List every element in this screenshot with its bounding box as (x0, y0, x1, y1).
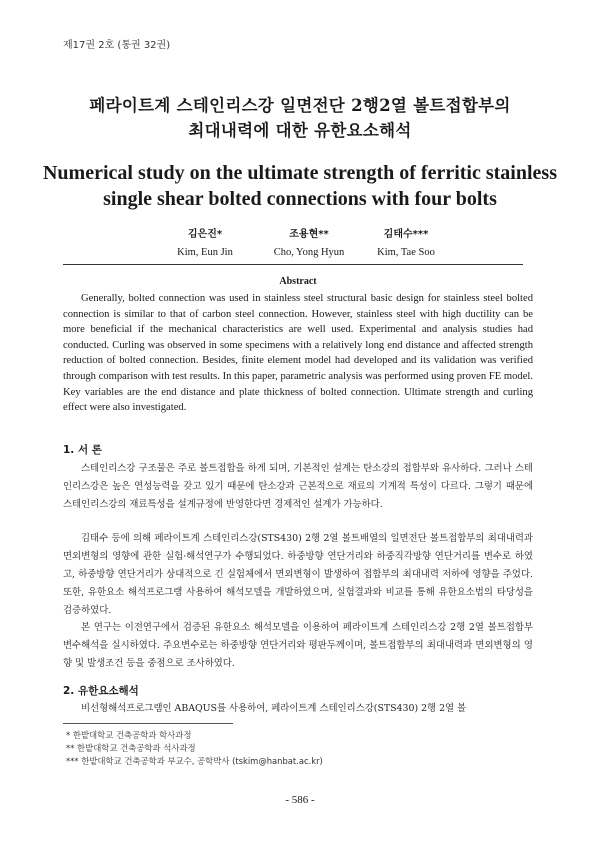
section-2-heading: 2. 유한요소해석 (63, 685, 139, 697)
page-number: - 586 - (285, 794, 315, 806)
section-2-paragraph-1: 비선형해석프로그램인 ABAQUS를 사용하여, 페라이트계 스테인리스강(STS430) 2행 2열 볼 (81, 703, 467, 714)
korean-title-line1: 페라이트계 스테인리스강 일면전단 2행2열 볼트접합부의 (89, 96, 511, 115)
footnote-2: ** 한밭대학교 건축공학과 석사과정 (66, 743, 196, 753)
author-1-english-name: Kim, Eun Jin (177, 247, 233, 258)
footnote-3: *** 한밭대학교 건축공학과 부교수, 공학박사 (tskim@hanbat.ac.kr) (66, 756, 323, 766)
author-2-english-name: Cho, Yong Hyun (273, 247, 345, 258)
abstract-heading: Abstract (279, 276, 317, 287)
section-1-paragraph-1: 스테인리스강 구조물은 주로 볼트접합을 하게 되며, 기본적인 설계는 탄소강의 접합부와 유사하다. 그러나 스테인리스강은 높은 연성능력을 갖고 있기 때문에 탄소강과 근본적으로 재료의 기계적 특성이 다르다. 그렇기 때문에 스테인리스강의 재료특성을 설계규정에 반영한다면 경제적인 설계가 가능하다. (63, 463, 533, 510)
korean-title-line2: 최대내력에 대한 유한요소해석 (188, 121, 412, 140)
title-divider (63, 264, 523, 265)
footnote-1: * 한밭대학교 건축공학과 학사과정 (66, 730, 192, 740)
author-2-korean-name: 조용현** (289, 229, 329, 240)
section-1-paragraph-2: 김태수 등에 의해 페라이트계 스테인리스강(STS430) 2행 2열 볼트배열의 일면전단 볼트접합부의 최대내력과 면외변형의 영향에 관한 실험·해석연구가 수행되었다. 하중방향 연단거리와 하중직각방향 연단거리를 변수로 하였고, 하중방향 연단거리가 상대적으로 긴 실험체에서 면외변형이 발생하여 접합부의 최대내력 저하에 영향을 주었다. 또한, 유한요소 해석프로그램 사용하여 해석모델을 개발하였으며, 실험결과와 비교를 통해 유한요소법의 타당성을 검증하였다. (63, 533, 533, 616)
section-1-heading: 1. 서 론 (63, 444, 102, 456)
english-title-line2: single shear bolted connections with four bolts (103, 188, 497, 210)
footnote-divider (63, 723, 233, 724)
author-3-english-name: Kim, Tae Soo (377, 247, 435, 258)
english-title-line1: Numerical study on the ultimate strength of ferritic stainless (42, 162, 557, 184)
author-1-korean-name: 김은진* (187, 229, 223, 240)
author-3 (341, 228, 471, 260)
section-1-paragraph-3: 본 연구는 이전연구에서 검증된 유한요소 해석모델을 이용하여 페라이트계 스테인리스강 2행 2열 볼트접합부 변수해석을 실시하였다. 주요변수로는 하중방향 연단거리와 평판두께이며, 볼트접합부의 최대내력과 면외변형의 영향 및 발생조건 등을 중점으로 조사하였다. (63, 622, 533, 669)
abstract-text: Generally, bolted connection was used in stainless steel structural basic design for stainless steel bolted connection is similar to that of carbon steel connection. However, stainless steel with high ductility can be more beneficial if the mechanical characteristics are well used. Experimental and analysis studies had conducted. Curling was observed in some specimens with a relatively long end distance and affected strength reduction of bolted connection. Besides, finite element model had developed and its validation was verified through comparison with test results. In this paper, parametric analysis was performed using proven FE model. Key variables are the end distance and plate thickness of bolted connection. Ultimate strength and curling effect were also investigated. (63, 293, 533, 414)
volume-reference: 제17권 2호 (통권 32권) (63, 40, 171, 51)
author-3-korean-name: 김태수*** (383, 229, 429, 240)
